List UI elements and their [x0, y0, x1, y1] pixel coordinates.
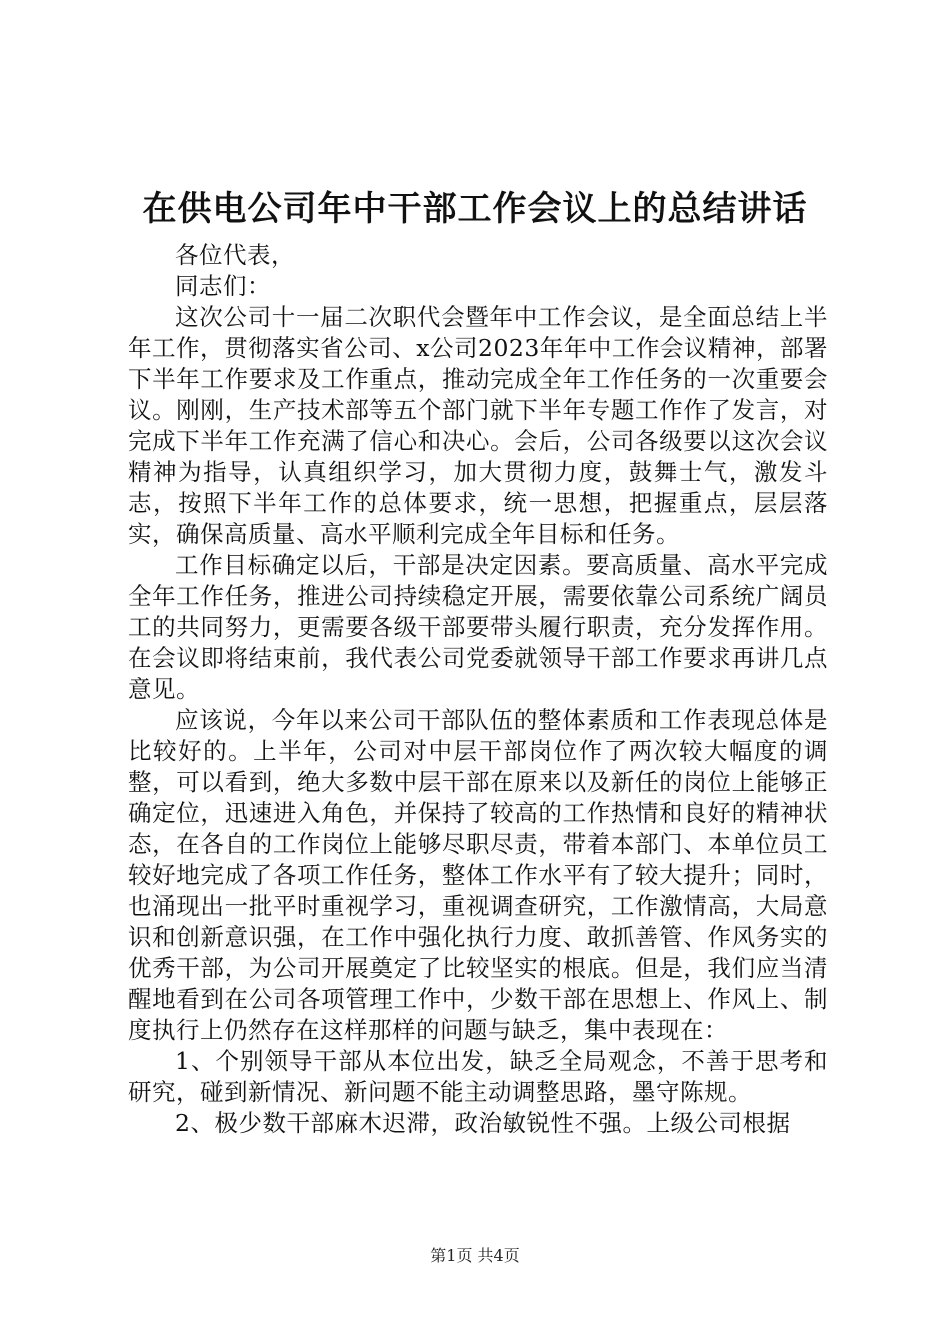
body-paragraph: 工作目标确定以后，干部是决定因素。要高质量、高水平完成全年工作任务，推进公司持续稳定开展，需要依靠公司系统广阔员工的共同努力，更需要各级干部要带头履行职责，充分发挥作用。在会议即将结束前，我代表公司党委就领导干部工作要求再讲几点意见。: [128, 551, 828, 703]
body-paragraph: 应该说，今年以来公司干部队伍的整体素质和工作表现总体是比较好的。上半年，公司对中层干部岗位作了两次较大幅度的调整，可以看到，绝大多数中层干部在原来以及新任的岗位上能够正确定位，迅速进入角色，并保持了较高的工作热情和良好的精神状态，在各自的工作岗位上能够尽职尽责，带着本部门、本单位员工较好地完成了各项工作任务，整体工作水平有了较大提升；同时，也涌现出一批平时重视学习，重视调查研究，工作激情高，大局意识和创新意识强，在工作中强化执行力度、敢抓善管、作风务实的优秀干部，为公司开展奠定了比较坚实的根底。但是，我们应当清醒地看到在公司各项管理工作中，少数干部在思想上、作风上、制度执行上仍然存在这样那样的问题与缺乏，集中表现在：: [128, 706, 828, 1044]
document-title: 在供电公司年中干部工作会议上的总结讲话: [142, 189, 808, 229]
salutation-line: 同志们：: [175, 272, 271, 300]
page-number-footer: 第1页 共4页: [430, 1246, 520, 1265]
body-paragraph: 这次公司十一届二次职代会暨年中工作会议，是全面总结上半年工作，贯彻落实省公司、x公司2023年年中工作会议精神，部署下半年工作要求及工作重点，推动完成全年工作任务的一次重要会议。刚刚，生产技术部等五个部门就下半年专题工作作了发言，对完成下半年工作充满了信心和决心。会后，公司各级要以这次会议精神为指导，认真组织学习，加大贯彻力度，鼓舞士气，激发斗志，按照下半年工作的总体要求，统一思想，把握重点，层层落实，确保高质量、高水平顺利完成全年目标和任务。: [128, 303, 828, 548]
list-item-paragraph: 1、个别领导干部从本位出发，缺乏全局观念，不善于思考和研究，碰到新情况、新问题不能主动调整思路，墨守陈规。: [128, 1047, 828, 1106]
salutation-line: 各位代表，: [175, 241, 295, 269]
document-body: [128, 240, 828, 1139]
list-item-paragraph: 2、极少数干部麻木迟滞，政治敏锐性不强。上级公司根据: [175, 1109, 791, 1137]
